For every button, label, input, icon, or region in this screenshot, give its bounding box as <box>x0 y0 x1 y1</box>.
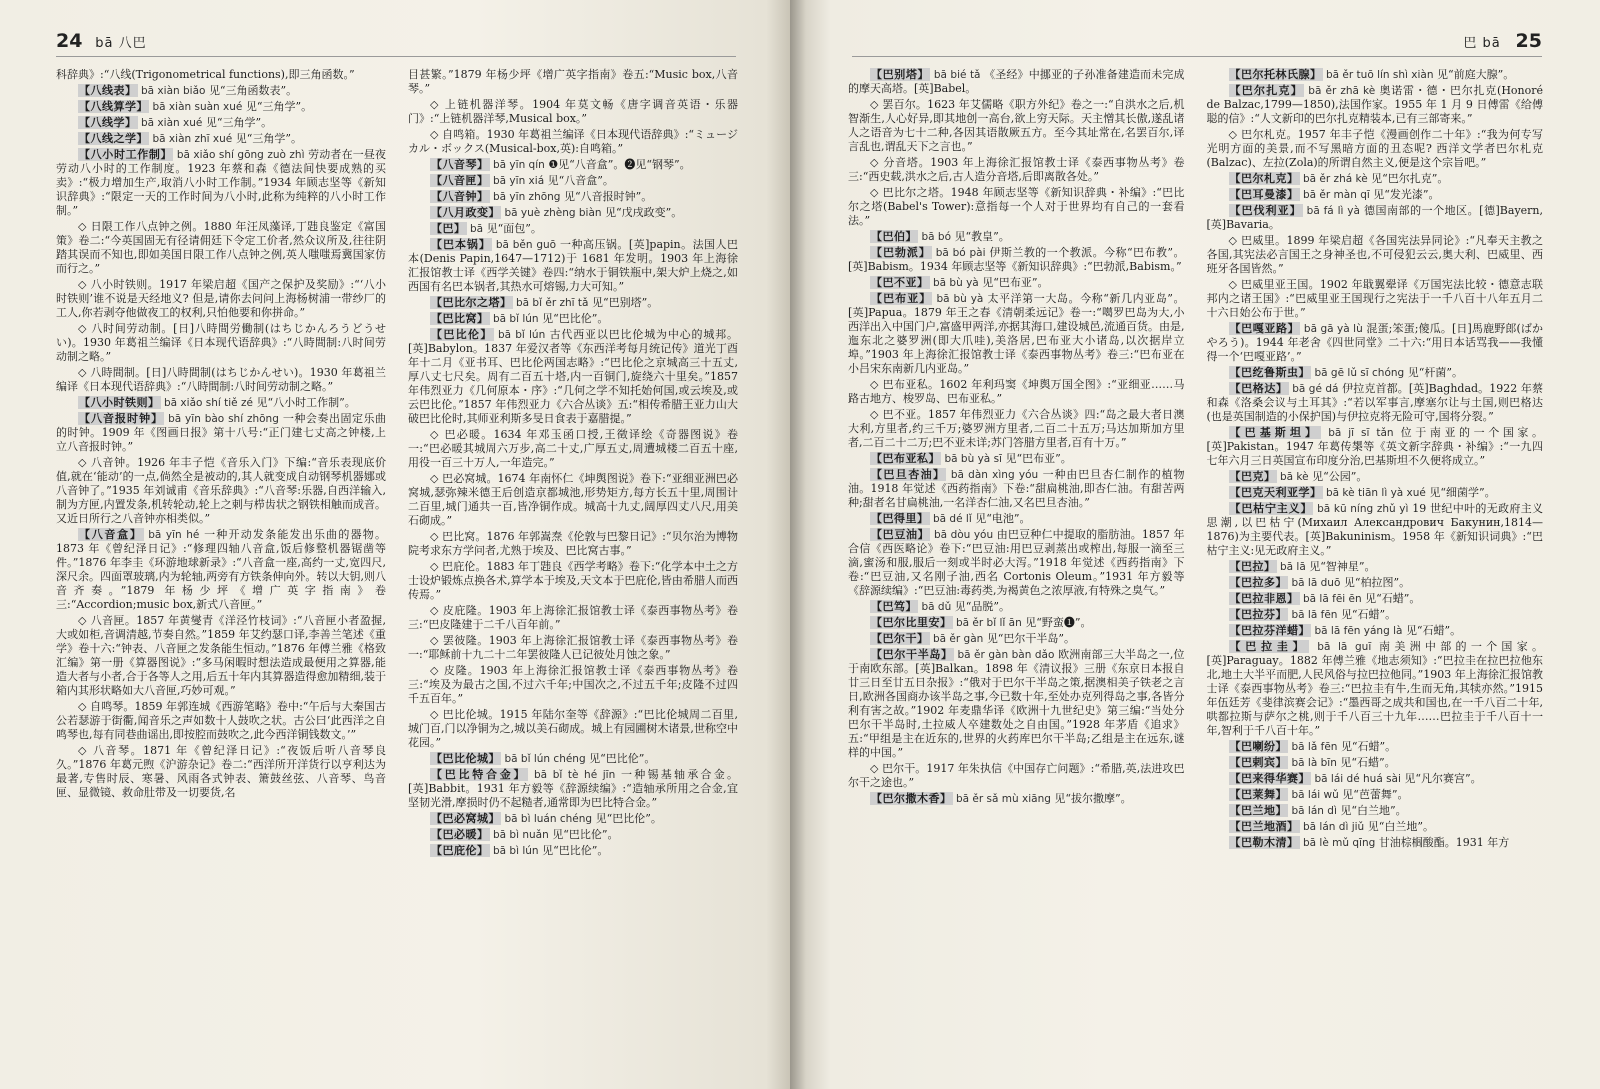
variant-paragraph: ◇ 八時間制。[日]八時間制(はちじかんせい)。1930 年葛祖兰编译《日本现代语辞典》:“八時間制:八时间劳动制之略。” <box>56 366 386 393</box>
entry-headword: 【巴兰地】 <box>1229 804 1287 817</box>
entry-headword: 【巴别塔】 <box>871 68 930 81</box>
entry-headword: 【巴拉芬】 <box>1229 608 1287 621</box>
variant-paragraph: ◇ 巴不亚。1857 年伟烈亚力《六合丛谈》四:“岛之最大者日澳大利,方里者,约三千万;婆罗洲方里者,二百二十五万;马达加斯加方里者,二百二十二万;巴不亚未详;苏门答腊方里者,百有十万。” <box>848 408 1185 449</box>
entry-pinyin: bā xiàn zhī xué <box>152 133 233 145</box>
entry-headword: 【巴剌宾】 <box>1229 756 1287 769</box>
dictionary-entry <box>848 632 1185 646</box>
entry-pinyin: bā bǐ lún <box>493 313 539 325</box>
entry-definition: 见“面包”。 <box>486 222 542 235</box>
entry-headword: 【巴嘎亚路】 <box>1229 322 1300 335</box>
entry-headword: 【八音盒】 <box>79 528 143 541</box>
entry-pinyin: bā lán dì <box>1291 805 1337 817</box>
dictionary-entry <box>1207 820 1544 834</box>
page-number: 25 <box>1515 30 1542 52</box>
variant-paragraph: ◇ 八音匣。1857 年黄燮青《洋泾竹枝词》:“八音匣小者盈握,大或如柜,音调清越,节奏自然。”1859 年艾约瑟口译,李善兰笔述《重学》卷十六:“钟表、八音匣之发条能生恒动。”1876 年傅兰雅《格致汇编》第一册《算器图说》:“多马闲暇时想法造成最便用之算器,能造大者与小者,合于各等人之用,后五十年内其算器造得愈加精细,装于箱内其形状略如大八音匣,巧妙可观。” <box>56 614 386 697</box>
entry-headword: 【巴格达】 <box>1229 382 1288 395</box>
entry-headword: 【巴尔比里安】 <box>871 616 952 629</box>
dictionary-entry <box>1207 366 1544 380</box>
continued-text: 科辞典》:“八线(Trigonometrical functions),即三角函数。” <box>56 68 355 81</box>
entry-headword: 【巴来得华赛】 <box>1229 772 1310 785</box>
entry-definition: 一种开动发条能发出乐曲的器物。1873 年《曾纪泽日记》:“修理四轴八音盒,饭后修整机器锯凿等件。”1876 年李圭《环游地球新录》:“八音盒一座,高约一丈,宽四尺,深尺余。四面罩玻璃,内为轮轴,两旁有方铁条伸向外。转以大钥,则八音齐奏。”1879 年杨少坪《增广英字指南》卷三:“Accordion;music box,新式八音匣。” <box>56 528 386 611</box>
entry-definition: 见“前庭大腺”。 <box>1437 68 1515 81</box>
entry-pinyin: bā ěr bǐ lǐ ān <box>956 617 1022 629</box>
dictionary-entry <box>1207 592 1544 606</box>
entry-pinyin: bā yīn zhōng <box>493 191 561 203</box>
entry-headword: 【巴比伦】 <box>431 328 493 341</box>
entry-headword: 【巴尔撒木香】 <box>871 792 952 805</box>
dictionary-entry <box>1207 772 1544 786</box>
entry-definition: 伊斯兰教的一个教派。今称“巴布教”。[英]Babism。1934 年顾志坚等《新知识辞典》:“巴勃派,Babism。” <box>848 246 1185 273</box>
entry-headword: 【巴比尔之塔】 <box>431 296 512 309</box>
dictionary-entry <box>56 396 386 410</box>
entry-definition: 见“巴布亚”。 <box>982 276 1049 289</box>
dictionary-entry <box>1207 788 1544 802</box>
entry-definition: 见“巴比伦”。 <box>552 828 619 841</box>
right-columns <box>848 68 1543 852</box>
entry-pinyin: bā lā fēn <box>1291 609 1338 621</box>
entry-definition: 见“野蛮❶”。 <box>1025 616 1092 629</box>
entry-pinyin: bā ěr sǎ mù xiāng <box>956 793 1051 805</box>
entry-headword: 【八音琴】 <box>431 158 489 171</box>
dictionary-entry <box>848 292 1185 376</box>
entry-pinyin: bā dǔ <box>921 601 952 613</box>
entry-headword: 【巴尔托林氏腺】 <box>1229 68 1322 81</box>
entry-pinyin: bā kè tiān lì yà xué <box>1326 487 1426 499</box>
entry-pinyin: bā dàn xìng yóu <box>950 469 1039 481</box>
variant-paragraph: ◇ 巴尔干。1917 年朱执信《中国存亡问题》:“希腊,英,法进攻巴尔干之途也。” <box>848 762 1185 789</box>
dictionary-entry <box>408 222 738 236</box>
entry-definition: 奥诺雷・德・巴尔扎克(Honoré de Balzac,1799—1850),法国作家。1955 年 1 月 9 日傅雷《给傅聪的信》:“人文新印的巴尔扎克精装本,已有三部寄来。” <box>1206 84 1543 125</box>
dictionary-entry <box>1207 560 1544 574</box>
entry-headword: 【巴尔扎克】 <box>1229 84 1304 97</box>
dictionary-entry <box>408 312 738 326</box>
entry-definition: 见“三角学”。 <box>245 100 313 113</box>
entry-pinyin: bā yīn bào shí zhōng <box>168 413 279 425</box>
entry-definition: 见“细菌学”。 <box>1429 486 1496 499</box>
variant-paragraph: ◇ 巴比尔之塔。1948 年顾志坚等《新知识辞典・补编》:“巴比尔之塔(Babel's Tower):意指每一个人对于世界均有自己的一套看法。” <box>848 186 1185 227</box>
left-columns <box>56 68 738 860</box>
variant-paragraph: ◇ 巴必暖。1634 年邓玉函口授,王徵译绘《奇器图说》卷一:“巴必暖其城周六万步,高二十丈,广厚五丈,周遭城楼二百五十座,用役一百三十万人,一年造完。” <box>408 428 738 469</box>
entry-headword: 【巴拉】 <box>1229 560 1276 573</box>
entry-definition: 见“石蜡”。 <box>1340 608 1397 621</box>
entry-pinyin: bā bì nuǎn <box>493 829 549 841</box>
entry-definition: 《圣经》中挪亚的子孙准备建造而未完成的摩天高塔。[英]Babel。 <box>848 68 1185 95</box>
entry-pinyin: bā lái wǔ <box>1291 789 1339 801</box>
entry-pinyin: bā bù yà sī <box>944 453 1002 465</box>
entry-headword: 【巴本锅】 <box>431 238 491 251</box>
entry-pinyin: bā ěr gàn bàn dǎo <box>957 649 1055 661</box>
entry-pinyin: bā gē lǔ sī chóng <box>1314 367 1405 379</box>
entry-headword: 【巴比特合金】 <box>431 768 528 781</box>
entry-pinyin: bā fá lì yà <box>1306 205 1360 217</box>
dictionary-entry <box>408 844 738 858</box>
entry-definition: 见“公园”。 <box>1312 470 1368 483</box>
column <box>848 68 1185 852</box>
entry-pinyin: bā bì luán chéng <box>504 813 593 825</box>
dictionary-entry <box>408 174 738 188</box>
entry-headword: 【巴豆油】 <box>871 528 930 541</box>
dictionary-entry <box>1207 640 1544 738</box>
entry-headword: 【巴拉多】 <box>1229 576 1287 589</box>
dictionary-entry <box>1207 382 1544 424</box>
dictionary-entry <box>848 512 1185 526</box>
variant-paragraph: ◇ 巴布亚私。1602 年利玛窦《坤舆万国全图》:“亚细亚……马路古地方、梭罗岛、巴布亚私。” <box>848 378 1185 405</box>
entry-pinyin: bā jī sī tǎn <box>1328 427 1394 439</box>
dictionary-entry <box>408 752 738 766</box>
entry-definition: 见“品脱”。 <box>954 600 1011 613</box>
entry-definition: 伊拉克首都。[英]Baghdad。1922 年蔡和森《洛桑会议与土耳其》:“若以军事言,摩塞尔让与土国,则巴格达(也是英国制造的小保护国)与伊拉克将无险可守,国将分裂。” <box>1206 382 1543 423</box>
dictionary-entry <box>1207 608 1544 622</box>
entry-definition: 见“拔尔撒摩”。 <box>1054 792 1132 805</box>
entry-pinyin: bā bǐ lún <box>497 329 546 341</box>
dictionary-entry <box>1207 804 1544 818</box>
dictionary-entry <box>408 238 738 294</box>
entry-headword: 【巴克】 <box>1229 470 1276 483</box>
entry-headword: 【八音匣】 <box>431 174 489 187</box>
entry-pinyin: bā lái dé huá sài <box>1314 773 1401 785</box>
variant-paragraph: ◇ 罢百尔。1623 年艾儒略《职方外纪》卷之一:“自洪水之后,机智渐生,人心好异,即其地创一高台,欲上穷天际。天主憎其长傲,遂乱诸人之语音为七十二种,各因其语散厥五方。至今其址常在,名罢百尔,译言乱也,谓乱天下之言也。” <box>848 98 1185 153</box>
left-page <box>0 0 790 1089</box>
entry-definition: 欧洲南部三大半岛之一,位于南欧东部。[英]Balkan。1898 年《清议报》三册《东京日本报自廿三日至廿五日杂报》:“俄对于巴尔干半岛之策,据澳相美子铁老之言日,欧洲各国商办该半岛之事,今已数十年,至处办克列得岛之事,各皆分利有害之故。”1902 年麦鼎华译《欧洲十九世纪史》第三编:“当处分巴尔干半岛时,土拉威人卒建数处之自由国。”1928 年茅盾《追求》五:“甲组是主在近东的,世界的火药库巴尔干半岛;乙组是主在远东,谜样的中国。” <box>848 648 1185 759</box>
entry-headword: 【八音钟】 <box>431 190 489 203</box>
entry-definition: 见“凡尔赛宫”。 <box>1404 772 1482 785</box>
entry-headword: 【巴尔干】 <box>871 632 929 645</box>
entry-definition: ❶见“八音盒”。❷见“钢琴”。 <box>548 158 691 171</box>
entry-headword: 【巴勒木清】 <box>1229 836 1299 849</box>
entry-definition: 由巴豆种仁中提取的脂肪油。1857 年合信《西医略论》卷下:“巴豆油:用巴豆剥蒸出或榨出,每服一滴至三滴,蜜汤和服,服后一刻或半时必大泻。”1918 年觉述《西药指南》下卷:“巴豆油,又名刚子油,西名 Cortonis Oleum。”1931 年方毅等《辞源续编》:“巴豆油:毒药类,为褐黄色之浓厚液,有特殊之臭气。” <box>848 528 1185 597</box>
entry-pinyin: bā kū níng zhǔ yì <box>1317 503 1409 515</box>
entry-headword: 【巴必暖】 <box>431 828 489 841</box>
entry-definition: 见“石蜡”。 <box>1340 740 1397 753</box>
variant-paragraph: ◇ 皮庇隆。1903 年上海徐汇报馆教士译《泰西事物丛考》卷三:“巴皮隆建于二千八百年前。” <box>408 604 738 631</box>
dictionary-entry <box>1207 740 1544 754</box>
entry-definition: 混蛋;笨蛋;傻瓜。[日]馬鹿野郎(ばかやろう)。1944 年老舍《四世同堂》二十六:“用日本话骂我——我懂得一个‘巴嘎亚路’。” <box>1206 322 1543 363</box>
entry-pinyin: bā bǐ ěr zhī tǎ <box>516 297 589 309</box>
entry-headword: 【八小时铁则】 <box>79 396 160 409</box>
entry-headword: 【巴比伦城】 <box>431 752 500 765</box>
dictionary-entry <box>848 230 1185 244</box>
entry-definition: 位于南亚的一个国家。[英]Pakistan。1947 年葛传槼等《英文新字辞典・补编》:“一九四七年六月三日英国宣布印度分治,巴基斯坦不久便将成立。” <box>1206 426 1543 467</box>
entry-definition: 见“巴尔干半岛”。 <box>986 632 1076 645</box>
entry-definition: 一种会奏出固定乐曲的时钟。1909 年《图画日报》第十八号:“正门建七丈高之钟楼,上立八音报时钟。” <box>56 412 386 453</box>
entry-headword: 【八小时工作制】 <box>79 148 173 161</box>
dictionary-entry <box>1207 836 1544 850</box>
entry-definition: 见“杆菌”。 <box>1407 366 1463 379</box>
dictionary-entry <box>848 528 1185 598</box>
entry-definition: 劳动者在一昼夜劳动八小时的工作制度。1923 年蔡和森《德法间快要成熟的买卖》:“极力增加生产,取消八小时工作制。”1934 年顾志坚等《新知识辞典》:“限定一天的工作时间为八小时,此称为纯粹的八小时工作制。” <box>56 148 386 217</box>
entry-definition: 见“石蜡”。 <box>1340 756 1396 769</box>
variant-paragraph: ◇ 巴比窝。1876 年郭嵩焘《伦敦与巴黎日记》:“贝尔治为博物院考求东方学问者,尤熟于埃及、巴比窝古事。” <box>408 530 738 557</box>
entry-pinyin: bā yīn hé <box>148 529 200 541</box>
dictionary-entry <box>56 528 386 612</box>
entry-headword: 【巴耳曼漆】 <box>1229 188 1299 201</box>
entry-definition: 见“芭蕾舞”。 <box>1342 788 1409 801</box>
entry-pinyin: bā ěr zhá kè <box>1303 173 1368 185</box>
dictionary-entry <box>848 792 1185 806</box>
page-header-left <box>56 30 736 57</box>
continued-text: 目甚繁。”1879 年杨少坪《增广英字指南》卷五:“Music box,八音琴。” <box>408 68 738 95</box>
variant-paragraph: ◇ 巴比伦城。1915 年陆尔奎等《辞源》:“巴比伦城周二百里,城门百,门以净铜为之,城以美石砌成。城上有园圃树木诸景,世称空中花园。” <box>408 708 738 749</box>
entry-headword: 【巴克天利亚学】 <box>1229 486 1322 499</box>
entry-definition: 19 世纪中叶的无政府主义思潮,以巴枯宁(Михаил Александрович Бакунин,1814—1876)为主要代表。[英]Bakuninism。1958 年《新知识词典》:“巴枯宁主义:见无政府主义。” <box>1206 502 1543 557</box>
entry-headword: 【巴拉芬洋蜡】 <box>1229 624 1310 637</box>
entry-headword: 【巴拉非恩】 <box>1229 592 1299 605</box>
entry-pinyin: bā gā yà lù <box>1303 323 1363 335</box>
entry-headword: 【巴喇纷】 <box>1229 740 1287 753</box>
variant-paragraph: ◇ 八小时铁则。1917 年梁启超《国产之保护及奖励》:“‘八小时铁则’谁不说是天经地义? 但是,请你去问问上海杨树浦一带纱厂的工人,你若剥夺他做夜工的权利,只怕他要和你拼命。” <box>56 278 386 319</box>
entry-definition: 太平洋第一大岛。今称“新几内亚岛”。[英]Papua。1879 年王之春《清朝柔远记》卷一:“噶罗巴岛为大,小西洋出入中国门户,富盛甲两洋,亦据其海口,建设城邑,流通百货。由是,迤东北之婆罗洲(即大爪哇),美洛居,巴布亚大小诸岛,以次据岸立埠。”1903 年上海徐汇报馆教士译《泰西事物丛考》卷三:“巴布亚在小吕宋东南新几内亚岛。” <box>848 292 1185 375</box>
entry-definition: 见“巴比伦”。 <box>542 312 609 325</box>
entry-headword: 【巴拉圭】 <box>1229 640 1309 653</box>
dictionary-entry <box>1207 68 1544 82</box>
entry-headword: 【巴纥鲁斯虫】 <box>1229 366 1310 379</box>
entry-pinyin: bā <box>470 223 484 235</box>
right-page <box>790 0 1600 1089</box>
entry-pinyin: bā xiàn suàn xué <box>152 101 243 113</box>
entry-definition: 见“石蜡”。 <box>1405 624 1462 637</box>
variant-paragraph: ◇ 日限工作八点钟之例。1880 年汪凤藻译,丁韪良鉴定《富国策》卷二:“今英国固无有径请佣廷下令定工价者,然众议所及,往往阴踏其误而不知也,即如美国日限工作八点钟之例,英人嗤嗤焉冀国家仿而行之。” <box>56 220 386 275</box>
entry-pinyin: bā yīn xiá <box>493 175 545 187</box>
entry-pinyin: bā yīn qín <box>493 159 545 171</box>
entry-headword: 【巴必窝城】 <box>431 812 500 825</box>
dictionary-entry <box>56 412 386 454</box>
entry-pinyin: bā bó pài <box>935 247 986 259</box>
dictionary-entry <box>408 158 738 172</box>
entry-headword: 【八线之学】 <box>79 132 148 145</box>
entry-pinyin: bā yuè zhèng biàn <box>504 207 602 219</box>
variant-paragraph: ◇ 自鸣箱。1930 年葛祖兰编译《日本现代语辞典》:“ミュージカル・ボックス(Musical-box,英):自鸣箱。” <box>408 128 738 155</box>
entry-headword: 【巴】 <box>431 222 466 235</box>
dictionary-entry <box>56 132 386 146</box>
dictionary-entry <box>408 190 738 204</box>
entry-headword: 【巴比窝】 <box>431 312 489 325</box>
entry-headword: 【八线表】 <box>79 84 137 97</box>
variant-paragraph: ◇ 八音钟。1926 年丰子恺《音乐入门》下编:“音乐表现底价值,就在‘能动’的一点,倘然全是被动的,其人就变成自动钢琴机器娜或八音钟了。”1935 年刘诚甫《音乐辞典》:“八音琴:乐器,自西洋输入,制为方匣,内置发条,机转轮动,轮上之刺与栉齿状之钢铁相触而成音。又近日所行之八音钟亦相类似。” <box>56 456 386 525</box>
entry-headword: 【巴基斯坦】 <box>1229 426 1321 439</box>
entry-definition: 见“八音报时钟”。 <box>563 190 653 203</box>
entry-definition: 见“三角函数表”。 <box>208 84 298 97</box>
entry-definition: 见“柏拉图”。 <box>1343 576 1411 589</box>
variant-paragraph: ◇ 巴必窝城。1674 年南怀仁《坤舆图说》卷下:“亚细亚洲巴必窝城,瑟弥辣米德王后创造京都城池,形势矩方,每方长五十里,周围计二百里,城门通共一百,皆净铜作成。城高十九丈,阔厚四丈八尺,用美石砌成。” <box>408 472 738 527</box>
variant-paragraph: ◇ 八时间劳动制。[日]八時間労働制(はちじかんろうどうせい)。1930 年葛祖兰编译《日本现代语辞典》:“八時間制:八时间劳动制之略。” <box>56 322 386 363</box>
dictionary-entry <box>848 616 1185 630</box>
variant-paragraph: ◇ 皮隆。1903 年上海徐汇报馆教士译《泰西事物丛考》卷三:“埃及为最古之国,不过六千年;中国次之,不过五千年;皮隆不过四千五百年。” <box>408 664 738 705</box>
dictionary-entry <box>1207 486 1544 500</box>
dictionary-entry <box>848 648 1185 760</box>
entry-headword: 【巴枯宁主义】 <box>1229 502 1313 515</box>
entry-pinyin: bā bó <box>921 231 952 243</box>
entry-definition: 见“智神星”。 <box>1309 560 1376 573</box>
entry-headword: 【巴勃派】 <box>871 246 931 259</box>
entry-pinyin: bā bié tǎ <box>933 69 981 81</box>
entry-headword: 【巴得里】 <box>871 512 929 525</box>
entry-definition: 南美洲中部的一个国家。[英]Paraguay。1882 年傅兰雅《地志须知》:“巴拉圭在拉巴拉他东北,地土大半平而肥,人民风俗与拉巴拉他同。”1903 年上海徐汇报馆教士译《泰西事物丛考》卷三:“巴拉圭有牛,生而无角,其犊亦然。”1915 年伍廷芳《斐律滨赛会记》:“墨西哥之成共和国也,在一千八百二十年,哄都拉斯与萨尔之桃,则于千八百三十九年……巴拉圭于千八百十一年,智利于千八百十年。” <box>1206 640 1543 737</box>
entry-headword: 【八月政变】 <box>431 206 500 219</box>
entry-definition: 见“巴比伦”。 <box>595 812 662 825</box>
entry-pinyin: bā xiàn biǎo <box>141 85 206 97</box>
entry-pinyin: bā běn guō <box>495 239 557 251</box>
dictionary-entry <box>1207 172 1544 186</box>
entry-pinyin: bā lā fēn yáng là <box>1314 625 1403 637</box>
entry-pinyin: bā bǐ lún chéng <box>504 753 586 765</box>
entry-pinyin: bā lè mǔ qīng <box>1303 837 1376 849</box>
entry-definition: 见“巴别塔”。 <box>591 296 659 309</box>
entry-headword: 【巴不亚】 <box>871 276 929 289</box>
entry-definition: 见“三角学”。 <box>205 116 273 129</box>
entry-definition: 见“八音盒”。 <box>547 174 614 187</box>
dictionary-entry <box>848 468 1185 510</box>
dictionary-entry <box>56 148 386 218</box>
entry-pinyin: bā bù yà <box>933 277 979 289</box>
dictionary-entry <box>848 246 1185 274</box>
entry-pinyin: bā lā <box>1280 561 1306 573</box>
running-head: bā 八巴 <box>95 36 147 51</box>
entry-pinyin: bā bì lún <box>493 845 539 857</box>
dictionary-entry <box>1207 322 1544 364</box>
dictionary-entry <box>1207 426 1544 468</box>
entry-definition: 见“白兰地”。 <box>1367 820 1434 833</box>
page-number: 24 <box>56 30 83 52</box>
entry-pinyin: bā xiàn xué <box>141 117 203 129</box>
entry-headword: 【巴兰地酒】 <box>1229 820 1299 833</box>
entry-pinyin: bā lā fēi ēn <box>1303 593 1362 605</box>
dictionary-entry <box>1207 84 1544 126</box>
dictionary-entry <box>848 68 1185 96</box>
entry-definition: 古代西亚以巴比伦城为中心的城邦。[英]Babylon。1837 年爱汉者等《东西洋考每月统记传》道光丁酉年十二月《亚书耳、巴比伦两国志略》:“巴比伦之京城高三十五丈,厚八丈七尺矣。周有二百五十塔,内一百铜门,旋绕六十里矣。”1857 年伟烈亚力《几何原本・序》:“几何之学不知托始何国,或云埃及,或云巴比伦。”1857 年伟烈亚力《六合丛谈》五:“相传希腊王亚力山大破巴比伦时,其师亚利斯多旻日食表于嘉腊提。” <box>408 328 738 425</box>
variant-paragraph: ◇ 巴尔札克。1957 年丰子恺《漫画创作二十年》:“我为何专写光明方面的美景,而不写黑暗方面的丑态呢? 西洋文学者巴尔札克(Balzac)、左拉(Zola)的所谓自然主义,便是这个宗旨吧。” <box>1206 128 1543 169</box>
entry-headword: 【巴笃】 <box>871 600 917 613</box>
entry-definition: 见“巴布亚”。 <box>1005 452 1072 465</box>
entry-pinyin: bā lǎ fēn <box>1291 741 1338 753</box>
entry-headword: 【巴布亚】 <box>871 292 932 305</box>
dictionary-entry <box>56 116 386 130</box>
variant-paragraph: ◇ 巴威里。1899 年梁启超《各国宪法异同论》:“凡奉天主教之各国,其宪法必言国王之身神圣也,不可侵犯云云,奥大利、巴威里、西班牙各国皆然。” <box>1206 234 1543 275</box>
entry-pinyin: bā dòu yóu <box>933 529 994 541</box>
entry-pinyin: bā dé lǐ <box>933 513 972 525</box>
dictionary-entry <box>56 100 386 114</box>
entry-pinyin: bā lā duō <box>1291 577 1341 589</box>
entry-definition: 见“戊戌政变”。 <box>605 206 683 219</box>
entry-headword: 【八音报时钟】 <box>79 412 164 425</box>
column <box>1207 68 1544 852</box>
dictionary-entry <box>848 600 1185 614</box>
dictionary-entry <box>1207 576 1544 590</box>
entry-headword: 【巴旦杏油】 <box>871 468 946 481</box>
page-header-right <box>852 30 1542 57</box>
variant-paragraph: ◇ 巴威里亚王国。1902 年戢翼翚译《万国宪法比较・德意志联邦内之诸王国》:“巴威里亚王国现行之宪法于一千八百十八年五月二十六日始公布于世。” <box>1206 278 1543 319</box>
column <box>56 68 386 860</box>
entry-pinyin: bā gé dá <box>1292 383 1339 395</box>
entry-headword: 【巴尔札克】 <box>1229 172 1299 185</box>
entry-headword: 【八线学】 <box>79 116 137 129</box>
dictionary-entry <box>408 206 738 220</box>
variant-paragraph: ◇ 罢彼隆。1903 年上海徐汇报馆教士译《泰西事物丛考》卷一:“耶稣前十九二十二年罢彼隆人已记彼处月蚀之象。” <box>408 634 738 661</box>
entry-definition: 一种由巴旦杏仁制作的植物油。1918 年觉述《西药指南》下卷:“甜扁桃油,即杏仁油。有甜苦两种;甜者名甘扁桃油,一名洋杏仁油,又名巴旦杏油。” <box>848 468 1185 509</box>
entry-pinyin: bā bù yà <box>936 293 984 305</box>
entry-definition: 见“教皇”。 <box>954 230 1010 243</box>
entry-pinyin: bā là bīn <box>1291 757 1337 769</box>
dictionary-entry <box>848 276 1185 290</box>
variant-paragraph: ◇ 自鸣琴。1859 年郭连城《西游笔略》卷中:“午后与大秦国古公若瑟游于街衢,闻音乐之声如数十人鼓吹之状。古公曰‘此西洋之自鸣琴也,每有同巷曲谣出,即按腔而鼓吹之,此今西洋铜钱数文。’” <box>56 700 386 741</box>
entry-definition: 见“白兰地”。 <box>1340 804 1407 817</box>
entry-pinyin: bā xiǎo shí tiě zé <box>164 397 253 409</box>
dictionary-entry <box>1207 624 1544 638</box>
dictionary-entry <box>1207 204 1544 232</box>
entry-headword: 【巴莱舞】 <box>1229 788 1287 801</box>
entry-pinyin: bā xiǎo shí gōng zuò zhì <box>176 149 305 161</box>
entry-definition: 甘油棕榈酸酯。1931 年方 <box>1378 836 1510 849</box>
entry-headword: 【巴尔干半岛】 <box>871 648 953 661</box>
entry-headword: 【巴伐利亚】 <box>1229 204 1302 217</box>
entry-headword: 【八线算学】 <box>79 100 148 113</box>
entry-pinyin: bā ěr tuō lín shì xiàn <box>1326 69 1434 81</box>
entry-pinyin: bā lā guī <box>1317 641 1372 653</box>
entry-definition: 见“八小时工作制”。 <box>256 396 356 409</box>
entry-headword: 【巴庇伦】 <box>431 844 489 857</box>
column <box>408 68 738 860</box>
dictionary-entry <box>408 328 738 426</box>
entry-definition: 德国南部的一个地区。[德]Bayern,[英]Bavaria。 <box>1206 204 1543 231</box>
entry-definition: 见“石蜡”。 <box>1365 592 1421 605</box>
entry-headword: 【巴伯】 <box>871 230 917 243</box>
dictionary-entry <box>848 452 1185 466</box>
entry-definition: 见“发光漆”。 <box>1373 188 1440 201</box>
entry-pinyin: bā ěr zhā kè <box>1308 85 1376 97</box>
entry-definition: 见“巴比伦”。 <box>542 844 609 857</box>
entry-definition: 见“巴比伦”。 <box>589 752 656 765</box>
dictionary-entry <box>408 768 738 810</box>
dictionary-entry <box>408 828 738 842</box>
entry-pinyin: bā ěr màn qī <box>1303 189 1370 201</box>
dictionary-entry <box>1207 502 1544 558</box>
dictionary-entry <box>1207 756 1544 770</box>
variant-paragraph: ◇ 八音琴。1871 年《曾纪泽日记》:“夜饭后听八音琴良久。”1876 年葛元煦《沪游杂记》卷二:“西洋所开洋货行以亨利达为最著,专售时辰、寒暑、风雨各式钟表、箫鼓丝弦、八音琴、鸟音匣、显微镜、救命肚带及一切要货,名 <box>56 744 386 799</box>
entry-headword: 【巴布亚私】 <box>871 452 940 465</box>
dictionary-entry <box>408 812 738 826</box>
variant-paragraph: ◇ 上链机器洋琴。1904 年莫文畅《唐字调音英语・乐器门》:“上链机器洋琴,Musical box。” <box>408 98 738 125</box>
entry-definition: 一种锡基轴承合金。[英]Babbit。1931 年方毅等《辞源续编》:“造轴承所用之合金,宜坚韧光滑,摩损时仍不起糙者,通常即为巴比特合金。” <box>408 768 738 809</box>
entry-pinyin: bā kè <box>1280 471 1309 483</box>
dictionary-entry <box>408 296 738 310</box>
entry-pinyin: bā bǐ tè hé jīn <box>534 769 616 781</box>
entry-definition: 见“三角学”。 <box>235 132 302 145</box>
entry-definition: 见“电池”。 <box>975 512 1031 525</box>
entry-pinyin: bā lán dì jiǔ <box>1303 821 1365 833</box>
variant-paragraph: ◇ 巴庇伦。1883 年丁韪良《西学考略》卷下:“化学本中土之方士设炉锻炼点换各术,算学本于埃及,天文本于巴庇伦,皆由希腊人而西传焉。” <box>408 560 738 601</box>
variant-paragraph: ◇ 分音塔。1903 年上海徐汇报馆教士译《泰西事物丛考》卷三:“西史载,洪水之后,古人造分音塔,后即离散各处。” <box>848 156 1185 183</box>
entry-definition: 见“巴尔扎克”。 <box>1371 172 1449 185</box>
dictionary-entry <box>1207 470 1544 484</box>
dictionary-entry <box>1207 188 1544 202</box>
running-head: 巴 bā <box>1463 36 1501 51</box>
dictionary-entry <box>56 84 386 98</box>
entry-pinyin: bā ěr gàn <box>933 633 984 645</box>
entry-definition: 一种高压锅。[英]papin。法国人巴本(Denis Papin,1647—1712)于 1681 年发明。1903 年上海徐汇报馆教士译《西学关键》卷四:“纳水于铜铁瓶中,架大炉上烧之,如西国有名巴本锅者,其热水可熔锡,力大可知。” <box>408 238 738 293</box>
